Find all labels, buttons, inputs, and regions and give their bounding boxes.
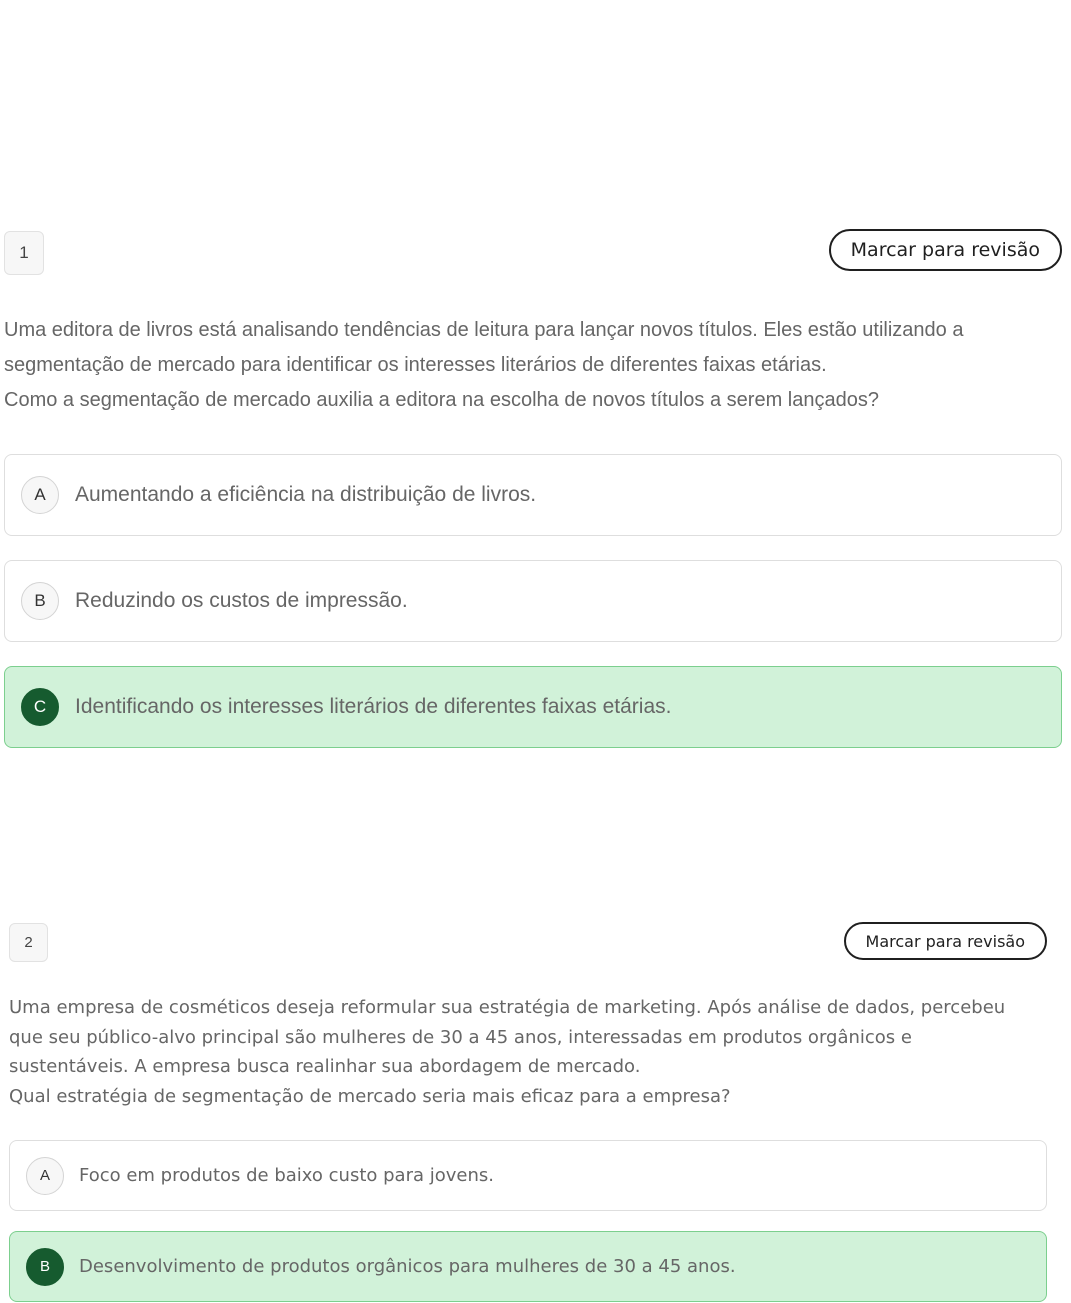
- option-letter-badge: A: [26, 1157, 64, 1195]
- option-letter-badge: B: [26, 1248, 64, 1286]
- stem-line: segmentação de mercado para identificar os interesses literários de diferentes faixas etárias.: [4, 354, 827, 376]
- answer-options: [9, 1140, 1047, 1302]
- question-number: 1: [4, 231, 44, 275]
- question-stem: [4, 313, 1062, 418]
- answer-options: [4, 454, 1062, 748]
- question-stem: [9, 993, 1047, 1111]
- option-text: Foco em produtos de baixo custo para jovens.: [79, 1165, 494, 1186]
- stem-line: Uma editora de livros está analisando tendências de leitura para lançar novos títulos. Eles estão utilizando a: [4, 319, 964, 341]
- stem-line: que seu público-alvo principal são mulheres de 30 a 45 anos, interessadas em produtos orgânicos e: [9, 1026, 912, 1048]
- stem-line: Uma empresa de cosméticos deseja reformular sua estratégia de marketing. Após análise de dados, percebeu: [9, 997, 1006, 1018]
- stem-line: Como a segmentação de mercado auxilia a editora na escolha de novos títulos a serem lançados?: [4, 389, 879, 411]
- stem-line: sustentáveis. A empresa busca realinhar sua abordagem de mercado.: [9, 1056, 641, 1077]
- option-a[interactable]: [9, 1140, 1047, 1211]
- option-b[interactable]: [4, 560, 1062, 642]
- option-text: Identificando os interesses literários de diferentes faixas etárias.: [75, 695, 672, 718]
- option-a[interactable]: [4, 454, 1062, 536]
- option-letter-badge: A: [21, 476, 59, 514]
- question-header: [4, 229, 1062, 275]
- mark-for-review-button[interactable]: Marcar para revisão: [829, 229, 1062, 271]
- stem-line: Qual estratégia de segmentação de mercado seria mais eficaz para a empresa?: [9, 1085, 731, 1107]
- question-number: 2: [9, 923, 48, 962]
- option-text: Reduzindo os custos de impressão.: [75, 589, 408, 612]
- option-letter-badge: C: [21, 688, 59, 726]
- question-1: [4, 229, 1062, 772]
- option-c-selected[interactable]: [4, 666, 1062, 748]
- question-2: [9, 922, 1047, 1303]
- question-header: [9, 922, 1047, 968]
- option-letter-badge: B: [21, 582, 59, 620]
- mark-for-review-button[interactable]: Marcar para revisão: [844, 922, 1047, 960]
- option-b-selected[interactable]: [9, 1231, 1047, 1302]
- option-text: Aumentando a eficiência na distribuição de livros.: [75, 483, 537, 506]
- option-text: Desenvolvimento de produtos orgânicos para mulheres de 30 a 45 anos.: [79, 1256, 736, 1277]
